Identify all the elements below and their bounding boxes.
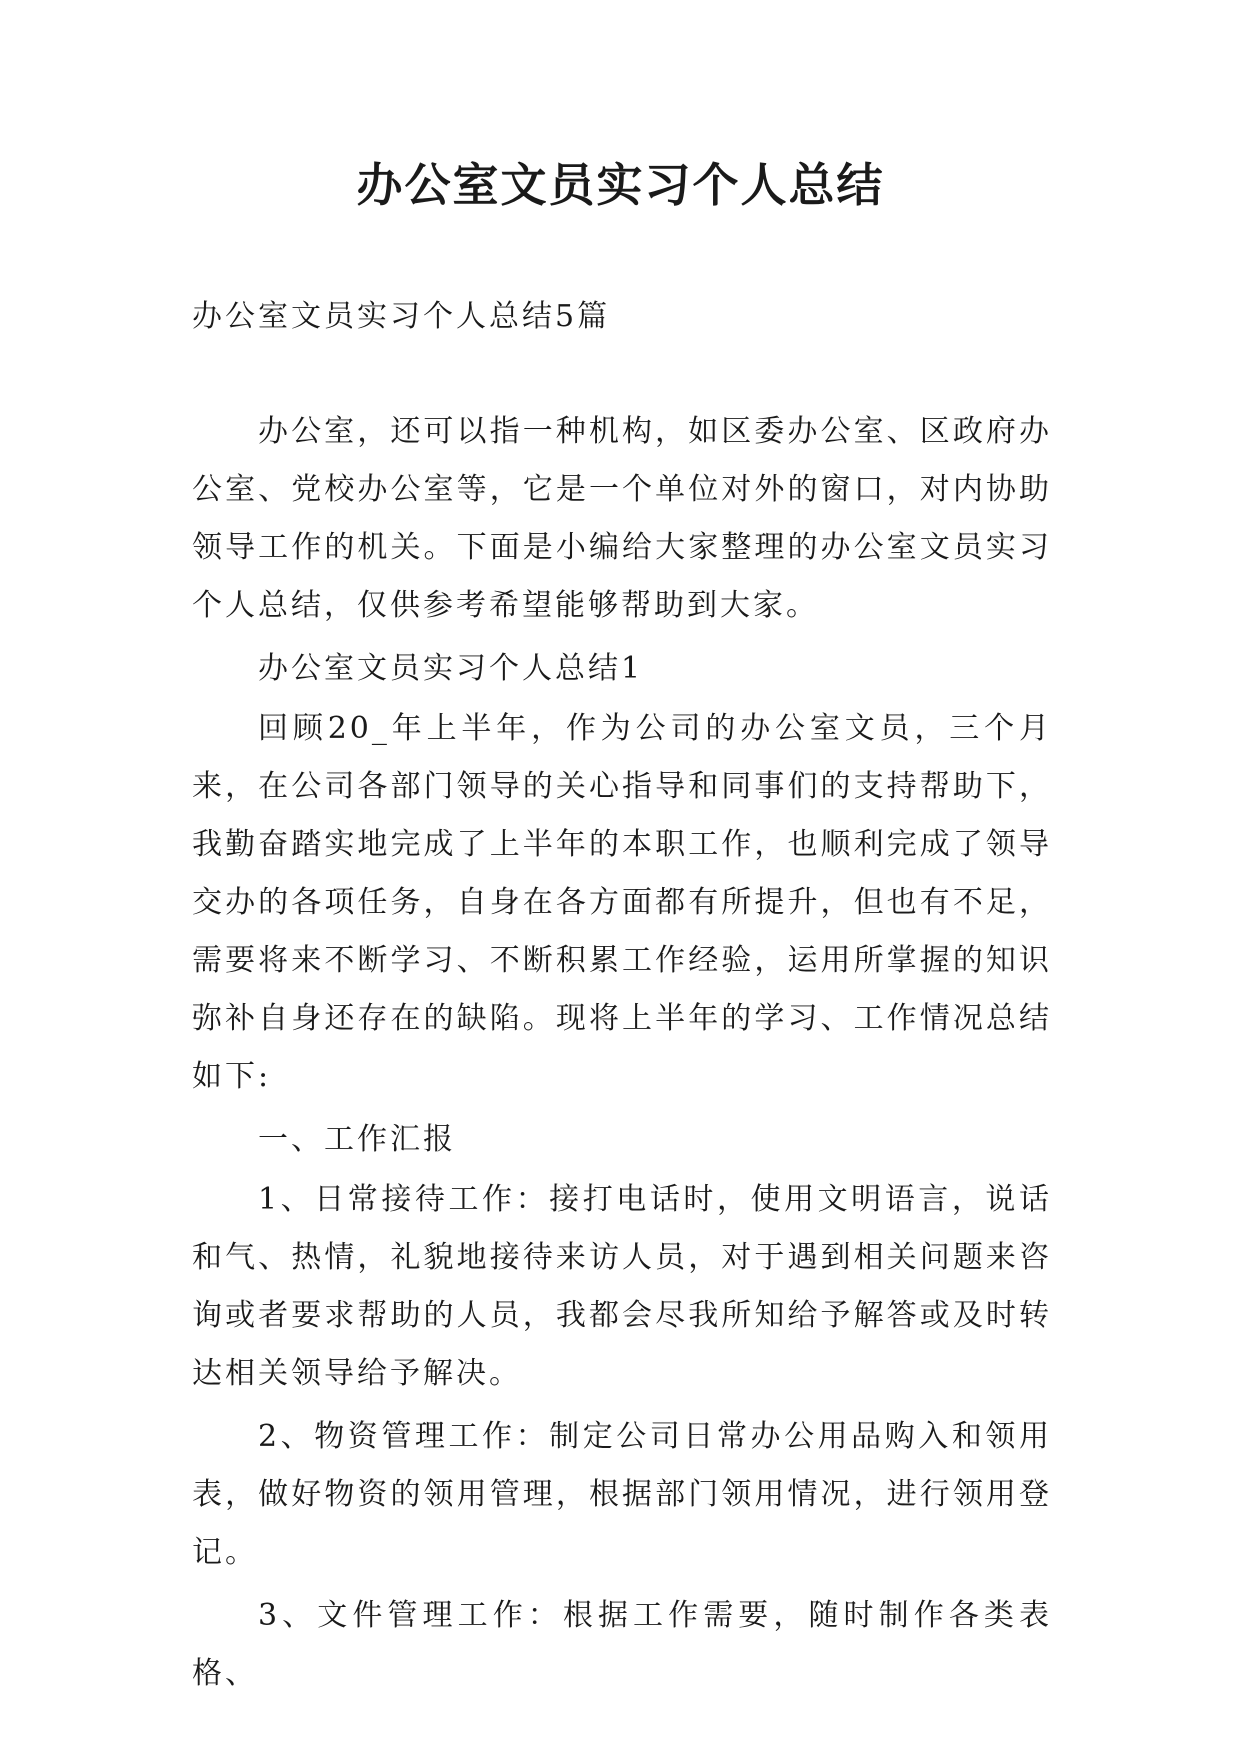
review-paragraph: 回顾20_年上半年，作为公司的办公室文员，三个月来，在公司各部门领导的关心指导和同事们的支持帮助下，我勤奋踏实地完成了上半年的本职工作，也顺利完成了领导交办的各项任务，自身在各方面都有所提升，但也有不足，需要将来不断学习、不断积累工作经验，运用所掌握的知识弥补自身还存在的缺陷。现将上半年的学习、工作情况总结如下: bbox=[192, 711, 1052, 1094]
item-file-management: 3、文件管理工作：根据工作需要，随时制作各类表格、 bbox=[192, 1598, 1052, 1691]
document-body bbox=[192, 403, 1052, 1708]
section-heading-summary-1: 办公室文员实习个人总结1 bbox=[258, 651, 644, 686]
document-subtitle: 办公室文员实习个人总结5篇 bbox=[192, 299, 611, 334]
section-heading-work-report: 一、工作汇报 bbox=[258, 1122, 456, 1157]
item-reception-work: 1、日常接待工作：接打电话时，使用文明语言，说话和气、热情，礼貌地接待来访人员，对于遇到相关问题来咨询或者要求帮助的人员，我都会尽我所知给予解答或及时转达相关领导给予解决。 bbox=[192, 1182, 1052, 1391]
item-materials-management: 2、物资管理工作：制定公司日常办公用品购入和领用表，做好物资的领用管理，根据部门领用情况，进行领用登记。 bbox=[192, 1419, 1052, 1570]
document-title: 办公室文员实习个人总结 bbox=[356, 158, 885, 212]
intro-paragraph: 办公室，还可以指一种机构，如区委办公室、区政府办公室、党校办公室等，它是一个单位对外的窗口，对内协助领导工作的机关。下面是小编给大家整理的办公室文员实习个人总结，仅供参考希望能够帮助到大家。 bbox=[192, 414, 1052, 623]
